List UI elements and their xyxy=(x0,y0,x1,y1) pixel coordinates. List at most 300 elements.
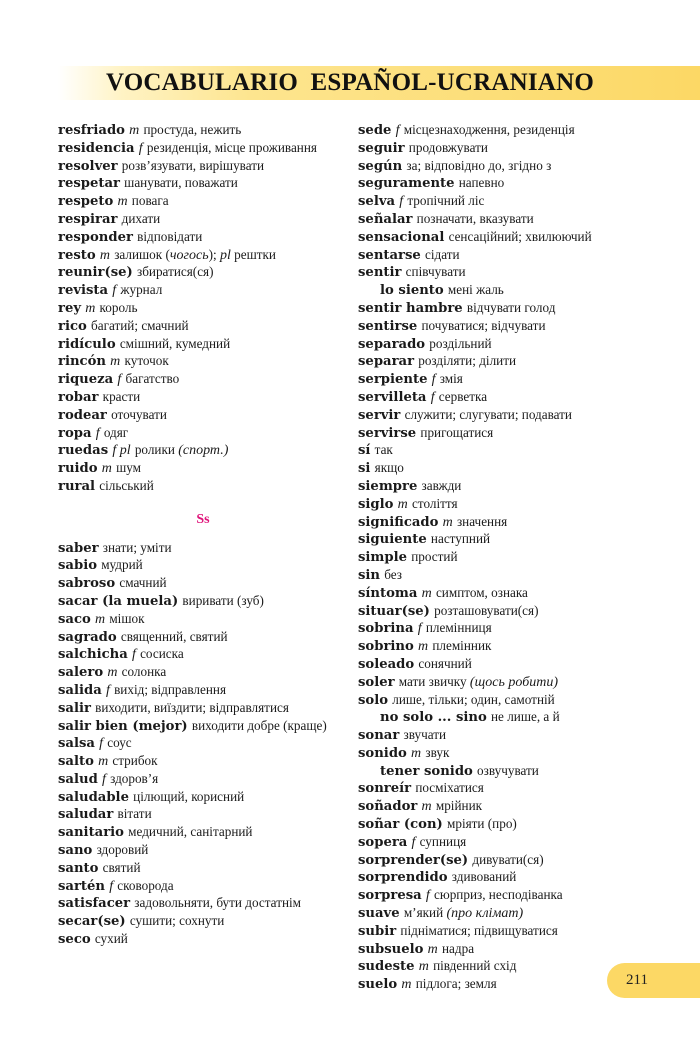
grammar-mark: f xyxy=(105,682,110,698)
headword: soñador xyxy=(358,799,418,815)
translation: співчувати xyxy=(405,264,466,280)
dictionary-entry xyxy=(58,282,348,300)
headword: siglo xyxy=(358,496,394,512)
headword: servir xyxy=(358,407,401,423)
grammar-mark: m xyxy=(442,514,453,530)
dictionary-entry xyxy=(58,646,348,664)
translation: священний, святий xyxy=(120,628,228,644)
headword: situar(se) xyxy=(358,603,430,619)
translation: сідати xyxy=(425,246,460,262)
translation: журнал xyxy=(120,282,163,298)
grammar-mark: f xyxy=(131,647,136,663)
grammar-mark: f xyxy=(102,771,106,787)
dictionary-entry xyxy=(358,514,693,532)
headword: respeto xyxy=(58,194,114,210)
headword: sensacional xyxy=(358,229,445,245)
translation: одяг xyxy=(103,424,129,440)
dictionary-entry xyxy=(58,211,348,229)
grammar-mark: f xyxy=(431,372,436,388)
translation: смішний, кумедний xyxy=(119,335,231,351)
translation: мені жаль xyxy=(447,282,504,298)
translation: король xyxy=(99,299,138,315)
translation: сосиска xyxy=(140,646,184,662)
translation: куточок xyxy=(124,353,169,369)
grammar-mark: f pl xyxy=(112,443,131,459)
headword: responder xyxy=(58,229,133,245)
dictionary-entry xyxy=(58,824,348,842)
translation: сільський xyxy=(99,477,154,493)
grammar-mark: f xyxy=(95,425,100,441)
headword: sanitario xyxy=(58,825,124,841)
translation: мрійник xyxy=(435,798,483,814)
headword: síntoma xyxy=(358,585,418,601)
grammar-mark: m xyxy=(117,194,128,210)
dictionary-entry xyxy=(58,753,348,771)
dictionary-entry xyxy=(358,780,693,798)
grammar-mark: f xyxy=(399,194,404,210)
dictionary-entry xyxy=(358,211,693,229)
translation: мішок xyxy=(109,610,145,626)
grammar-mark: m xyxy=(99,247,110,263)
dictionary-entry xyxy=(58,389,348,407)
headword: revista xyxy=(58,283,109,299)
translation: племінниця xyxy=(425,620,492,636)
grammar-mark: m xyxy=(129,123,140,138)
translation: мати звичку xyxy=(398,673,470,689)
translation: відповідати xyxy=(137,228,203,244)
dictionary-entry xyxy=(358,941,693,959)
translation: напевно xyxy=(458,175,505,191)
headword: ruido xyxy=(58,461,98,477)
headword: sabio xyxy=(58,558,97,574)
headword: simple xyxy=(358,550,408,566)
dictionary-entry xyxy=(358,656,693,674)
dictionary-entry xyxy=(358,175,693,193)
translation: здоровий xyxy=(96,842,149,858)
headword: robar xyxy=(58,389,99,405)
headword: solo xyxy=(358,692,389,708)
translation: надра xyxy=(441,940,475,956)
translation: виходити добре (краще) xyxy=(191,717,327,733)
headword: si xyxy=(358,461,371,477)
headword: soler xyxy=(358,674,395,690)
dictionary-entry xyxy=(358,158,693,176)
headword: rodear xyxy=(58,407,107,423)
grammar-mark: f xyxy=(112,283,117,299)
translation: звук xyxy=(425,744,450,760)
headword: separar xyxy=(358,354,415,370)
translation: століття xyxy=(412,495,458,511)
headword: subir xyxy=(358,923,397,939)
grammar-mark: m xyxy=(421,585,432,601)
translation: резиденція, місце проживання xyxy=(146,139,317,155)
translation: шум xyxy=(116,460,142,476)
dictionary-entry xyxy=(358,727,693,745)
translation: соус xyxy=(107,735,132,751)
translation: серветка xyxy=(438,388,488,404)
headword: sonar xyxy=(358,728,400,744)
dictionary-entry xyxy=(58,895,348,913)
headword: respetar xyxy=(58,176,120,192)
headword: sentir hambre xyxy=(358,300,463,316)
translation: виривати (зуб) xyxy=(182,592,264,608)
dictionary-entry xyxy=(58,718,348,736)
headword: resolver xyxy=(58,158,118,174)
headword: siempre xyxy=(358,478,418,494)
translation: завжди xyxy=(421,477,462,493)
headword: sin xyxy=(358,567,381,583)
translation: святий xyxy=(102,859,141,875)
headword: secar(se) xyxy=(58,914,126,930)
dictionary-entry xyxy=(358,247,693,265)
grammar-mark: m xyxy=(101,461,112,477)
dictionary-entry xyxy=(358,371,693,389)
translation: багатство xyxy=(125,371,180,387)
headword: satisfacer xyxy=(58,896,131,912)
headword: significado xyxy=(358,514,439,530)
headword: según xyxy=(358,158,403,174)
translation: шанувати, поважати xyxy=(124,175,238,191)
headword: ropa xyxy=(58,425,92,441)
headword: sabroso xyxy=(58,576,116,592)
translation: змія xyxy=(439,371,463,387)
usage-note: (спорт.) xyxy=(178,443,229,459)
dictionary-entry xyxy=(358,923,693,941)
letter-heading: Ss xyxy=(196,511,210,527)
grammar-mark: pl xyxy=(219,247,231,263)
dictionary-entry xyxy=(58,140,348,158)
headword: respirar xyxy=(58,211,118,227)
dictionary-entry xyxy=(358,692,693,710)
dictionary-entry xyxy=(58,878,348,896)
translation: багатий; смачний xyxy=(91,317,189,333)
translation: пригощатися xyxy=(420,424,494,440)
headword: salchicha xyxy=(58,647,128,663)
translation: повага xyxy=(131,193,169,209)
dictionary-entry xyxy=(358,336,693,354)
headword: sentir xyxy=(358,265,402,281)
dictionary-entry xyxy=(358,567,693,585)
translation: не лише, а й xyxy=(490,709,560,725)
translation: вітати xyxy=(117,806,152,822)
grammar-mark: m xyxy=(421,799,432,815)
headword: seguramente xyxy=(358,176,455,192)
headword: santo xyxy=(58,860,99,876)
dictionary-entry xyxy=(358,478,693,496)
headword: seguir xyxy=(358,140,405,156)
translation: почуватися; відчувати xyxy=(421,317,546,333)
translation: мріяти (про) xyxy=(447,816,517,832)
headword: saludar xyxy=(58,807,114,823)
grammar-mark: m xyxy=(427,941,438,957)
headword: salir bien (mejor) xyxy=(58,718,188,734)
headword: suelo xyxy=(358,977,398,993)
dictionary-entry xyxy=(58,771,348,789)
headword: sentirse xyxy=(358,318,418,334)
translation: підніматися; підвищуватися xyxy=(400,922,558,938)
grammar-mark: m xyxy=(107,665,118,681)
dictionary-entry xyxy=(58,264,348,282)
headword: reunir(se) xyxy=(58,265,133,281)
left-column xyxy=(58,122,348,949)
dictionary-entry xyxy=(58,700,348,718)
translation: симптом, ознака xyxy=(435,584,528,600)
headword: sonreír xyxy=(358,781,412,797)
translation-cont: рештки xyxy=(230,246,276,262)
headword: rey xyxy=(58,300,82,316)
dictionary-entry xyxy=(358,798,693,816)
dictionary-entry xyxy=(58,460,348,478)
translation: сушити; сохнути xyxy=(129,913,225,929)
dictionary-entry xyxy=(58,629,348,647)
dictionary-entry xyxy=(358,300,693,318)
translation: простуда, нежить xyxy=(143,122,242,137)
translation: медичний, санітарний xyxy=(128,824,253,840)
page-title: VOCABULARIO ESPAÑOL-UCRANIANO xyxy=(106,69,594,96)
translation: значення xyxy=(456,513,508,529)
headword: saco xyxy=(58,611,91,627)
grammar-mark: m xyxy=(418,639,429,655)
translation: південний схід xyxy=(433,958,517,974)
translation: роздільний xyxy=(429,335,492,351)
translation: розташовувати(ся) xyxy=(434,602,539,618)
dictionary-entry xyxy=(358,442,693,460)
headword: rincón xyxy=(58,354,106,370)
translation: сковорода xyxy=(117,877,174,893)
translation: позначати, вказувати xyxy=(416,210,534,226)
translation: здоров’я xyxy=(110,770,159,786)
headword: servirse xyxy=(358,425,417,441)
dictionary-entry xyxy=(358,122,693,140)
translation: простий xyxy=(411,549,458,565)
dictionary-entry xyxy=(358,834,693,852)
headword: servilleta xyxy=(358,389,427,405)
headword: separado xyxy=(358,336,426,352)
headword: suave xyxy=(358,906,400,922)
translation: знати; уміти xyxy=(102,539,172,555)
dictionary-entry xyxy=(58,913,348,931)
dictionary-entry xyxy=(58,353,348,371)
dictionary-entry xyxy=(58,442,348,460)
dictionary-entry xyxy=(58,860,348,878)
dictionary-entry xyxy=(58,229,348,247)
headword: serpiente xyxy=(358,372,428,388)
headword: sorpresa xyxy=(358,888,422,904)
headword: salud xyxy=(58,771,98,787)
dictionary-entry xyxy=(58,247,348,265)
dictionary-entry xyxy=(358,745,693,763)
headword: ridículo xyxy=(58,336,116,352)
dictionary-entry xyxy=(58,557,348,575)
headword: sorprendido xyxy=(358,870,448,886)
dictionary-entry xyxy=(358,763,693,781)
translation: розв’язувати, вирішувати xyxy=(121,157,265,173)
dictionary-entry xyxy=(58,175,348,193)
translation: дивувати(ся) xyxy=(472,851,544,867)
translation: залишок ( xyxy=(114,246,170,262)
grammar-mark: m xyxy=(85,300,96,316)
headword: sentarse xyxy=(358,247,421,263)
translation: сонячний xyxy=(418,655,472,671)
dictionary-entry xyxy=(358,905,693,923)
translation: племінник xyxy=(432,638,492,654)
headword: sudeste xyxy=(358,959,415,975)
dictionary-entry xyxy=(358,264,693,282)
headword: sí xyxy=(358,443,371,459)
dictionary-entry xyxy=(358,585,693,603)
translation: стрибок xyxy=(112,753,158,769)
headword: soñar (con) xyxy=(358,817,443,833)
dictionary-entry xyxy=(358,193,693,211)
headword: selva xyxy=(358,194,396,210)
translation: задовольняти, бути достатнім xyxy=(134,895,302,911)
dictionary-entry xyxy=(58,478,348,496)
translation: озвучувати xyxy=(477,762,539,778)
headword: salero xyxy=(58,665,104,681)
headword: tener sonido xyxy=(380,763,473,779)
translation: здивований xyxy=(451,869,517,885)
headword: sano xyxy=(58,843,93,859)
dictionary-entry xyxy=(58,336,348,354)
headword: residencia xyxy=(58,140,135,156)
translation: м’який xyxy=(403,905,447,921)
dictionary-entry xyxy=(58,540,348,558)
translation: служити; слугувати; подавати xyxy=(404,406,572,422)
grammar-mark: f xyxy=(417,621,422,637)
dictionary-entry xyxy=(358,816,693,834)
grammar-mark: m xyxy=(418,959,429,975)
grammar-mark: f xyxy=(425,888,430,904)
dictionary-entry xyxy=(58,806,348,824)
dictionary-entry xyxy=(58,682,348,700)
dictionary-entry xyxy=(58,575,348,593)
translation: красти xyxy=(102,388,141,404)
headword: sobrino xyxy=(358,639,414,655)
grammar-mark: f xyxy=(99,736,104,752)
headword: sacar (la muela) xyxy=(58,593,179,609)
translation: посміхатися xyxy=(415,780,484,796)
translation: цілющий, корисний xyxy=(133,788,245,804)
headword: salsa xyxy=(58,736,95,752)
dictionary-entry xyxy=(358,282,693,300)
grammar-mark: f xyxy=(430,389,435,405)
dictionary-entry xyxy=(58,407,348,425)
dictionary-entry xyxy=(58,593,348,611)
translation: солонка xyxy=(121,664,167,680)
headword: salto xyxy=(58,754,94,770)
translation: збиратися(ся) xyxy=(136,264,214,280)
grammar-mark: m xyxy=(411,745,422,761)
translation: відчувати голод xyxy=(466,299,556,315)
grammar-mark: f xyxy=(411,834,416,850)
translation: розділяти; ділити xyxy=(418,353,517,369)
dictionary-entry xyxy=(58,789,348,807)
headword: resfriado xyxy=(58,123,125,138)
headword: salir xyxy=(58,700,91,716)
dictionary-entry xyxy=(58,300,348,318)
grammar-mark: m xyxy=(95,611,106,627)
dictionary-entry xyxy=(358,638,693,656)
dictionary-entry xyxy=(58,611,348,629)
translation: тропічний ліс xyxy=(407,193,485,209)
headword: sobrina xyxy=(358,621,414,637)
dictionary-entry xyxy=(358,603,693,621)
grammar-mark: m xyxy=(110,354,121,370)
translation: смачний xyxy=(119,575,167,591)
grammar-mark: m xyxy=(401,977,412,993)
translation: так xyxy=(374,442,393,458)
dictionary-entry xyxy=(58,122,348,140)
dictionary-entry xyxy=(358,229,693,247)
dictionary-entry xyxy=(358,709,693,727)
grammar-mark: m xyxy=(397,496,408,512)
headword: soleado xyxy=(358,656,415,672)
dictionary-entry xyxy=(58,931,348,949)
dictionary-entry xyxy=(358,460,693,478)
dictionary-entry xyxy=(58,193,348,211)
grammar-mark: f xyxy=(395,123,400,138)
headword: riqueza xyxy=(58,372,114,388)
dictionary-entry xyxy=(358,496,693,514)
headword: subsuelo xyxy=(358,941,424,957)
translation: лише, тільки; один, самотній xyxy=(392,691,555,707)
dictionary-entry xyxy=(358,389,693,407)
translation: продовжувати xyxy=(408,139,488,155)
translation: вихід; відправлення xyxy=(114,681,227,697)
translation: оточувати xyxy=(111,406,167,422)
usage-note: (щось робити) xyxy=(469,674,559,690)
right-entries xyxy=(358,122,693,994)
dictionary-entry xyxy=(58,664,348,682)
headword: siguiente xyxy=(358,532,427,548)
dictionary-entry xyxy=(358,887,693,905)
translation: сухий xyxy=(94,931,128,947)
translation: сюрприз, несподіванка xyxy=(434,887,563,903)
dictionary-entry xyxy=(358,531,693,549)
headword: saludable xyxy=(58,789,129,805)
headword: sonido xyxy=(358,745,407,761)
grammar-mark: f xyxy=(109,878,114,894)
headword: sagrado xyxy=(58,629,117,645)
headword: sopera xyxy=(358,834,408,850)
headword: sartén xyxy=(58,878,105,894)
headword: resto xyxy=(58,247,96,263)
headword: sede xyxy=(358,123,392,138)
dictionary-entry xyxy=(358,620,693,638)
translation: дихати xyxy=(121,210,161,226)
translation: підлога; земля xyxy=(415,976,497,992)
left-entries-top xyxy=(58,122,348,496)
translation: якщо xyxy=(374,460,404,476)
translation: мудрий xyxy=(101,557,143,573)
headword: rural xyxy=(58,478,96,494)
dictionary-entry xyxy=(58,158,348,176)
usage-note: (про клімат) xyxy=(446,906,524,922)
headword: rico xyxy=(58,318,87,334)
right-column xyxy=(358,122,693,994)
dictionary-entry xyxy=(358,140,693,158)
headword: saber xyxy=(58,540,99,556)
translation: супниця xyxy=(419,833,467,849)
translation: місцезнаходження, резиденція xyxy=(403,122,575,137)
translation: за; відповідно до, згідно з xyxy=(406,157,552,173)
translation: ролики xyxy=(134,442,179,458)
usage-note: чогось xyxy=(169,247,209,263)
dictionary-entry xyxy=(58,371,348,389)
dictionary-entry xyxy=(358,353,693,371)
headword: lo siento xyxy=(380,283,444,299)
translation-cont: ); xyxy=(208,246,220,262)
